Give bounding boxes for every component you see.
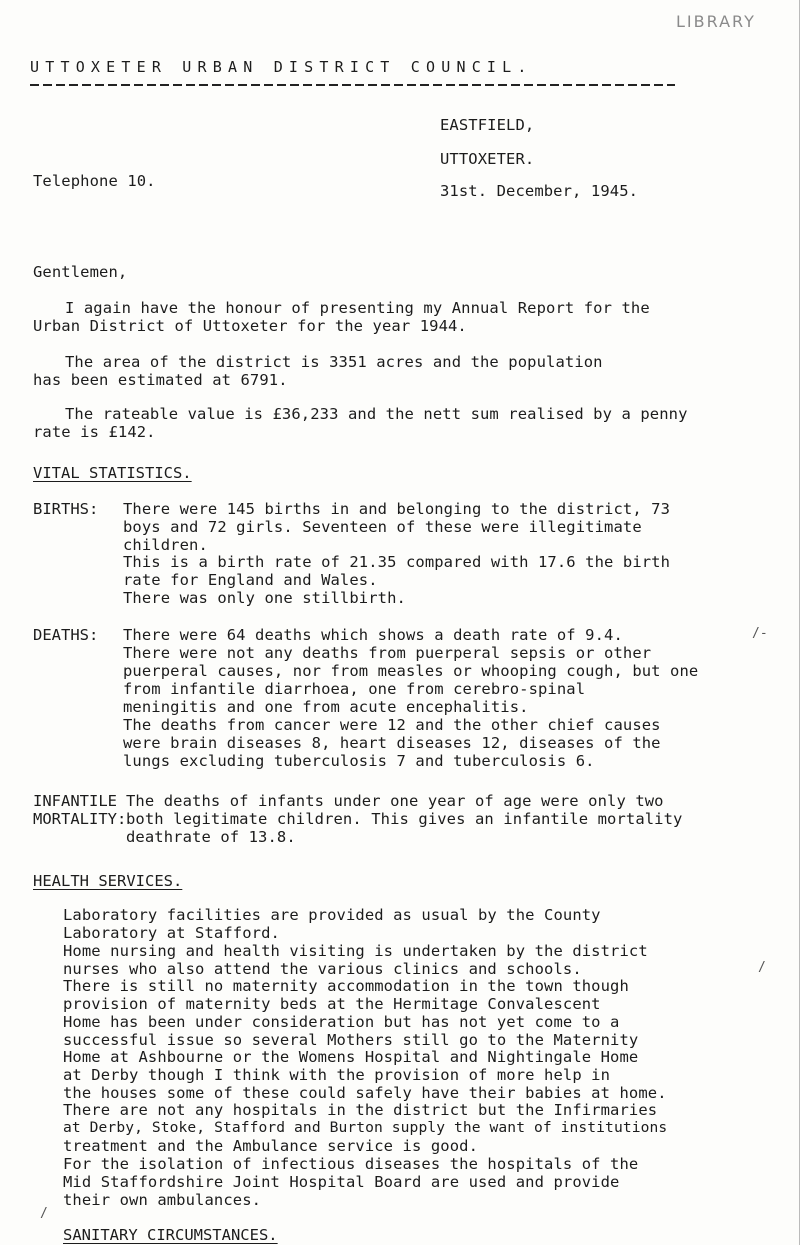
deaths-line: The deaths from cancer were 12 and the other chief causes — [123, 716, 661, 734]
mortality-label: MORTALITY: — [33, 810, 127, 828]
telephone: Telephone 10. — [33, 172, 156, 190]
health-line: There is still no maternity accommodation in the town though — [63, 977, 629, 995]
intro-para-1-line-1: I again have the honour of presenting my Annual Report for the — [65, 299, 650, 317]
births-line: There were 145 births in and belonging to the district, 73 — [123, 500, 671, 518]
health-line: the houses some of these could safely have their babies at home. — [63, 1084, 667, 1102]
births-line: rate for England and Wales. — [123, 571, 378, 589]
births-line: boys and 72 girls. Seventeen of these were illegitimate — [123, 518, 642, 536]
margin-mark: / — [758, 960, 766, 975]
health-line: Laboratory at Stafford. — [63, 924, 280, 942]
health-line: Home nursing and health visiting is undertaken by the district — [63, 942, 648, 960]
infant-line: deathrate of 13.8. — [126, 828, 296, 846]
intro-para-1-line-2: Urban District of Uttoxeter for the year 1944. — [33, 317, 467, 335]
council-title: UTTOXETER URBAN DISTRICT COUNCIL. — [30, 58, 533, 76]
infantile-label: INFANTILE — [33, 792, 117, 810]
health-line: provision of maternity beds at the Hermitage Convalescent — [63, 995, 601, 1013]
health-line: at Derby, Stoke, Stafford and Burton supply the want of institutions — [63, 1119, 668, 1136]
infant-line: The deaths of infants under one year of age were only two — [126, 792, 664, 810]
sanitary-heading: SANITARY CIRCUMSTANCES. — [63, 1226, 278, 1244]
health-line: For the isolation of infectious diseases the hospitals of the — [63, 1155, 639, 1173]
health-line: There are not any hospitals in the district but the Infirmaries — [63, 1101, 658, 1119]
births-label: BIRTHS: — [33, 500, 99, 518]
health-services-heading: HEALTH SERVICES. — [33, 872, 183, 890]
deaths-line: lungs excluding tuberculosis 7 and tuberculosis 6. — [123, 752, 595, 770]
letter-date: 31st. December, 1945. — [440, 182, 639, 200]
address-line-2: UTTOXETER. — [440, 150, 535, 168]
health-line: nurses who also attend the various clinics and schools. — [63, 960, 582, 978]
deaths-line: from infantile diarrhoea, one from cerebro-spinal — [123, 680, 586, 698]
health-line: successful issue so several Mothers still go to the Maternity — [63, 1031, 639, 1049]
intro-para-3-line-2: rate is £142. — [33, 423, 156, 441]
deaths-line: There were 64 deaths which shows a death rate of 9.4. — [123, 626, 623, 644]
deaths-line: meningitis and one from acute encephalitis. — [123, 698, 529, 716]
deaths-line: There were not any deaths from puerperal sepsis or other — [123, 644, 652, 662]
library-stamp: LIBRARY — [676, 12, 756, 31]
health-line: Laboratory facilities are provided as usual by the County — [63, 906, 601, 924]
births-line: There was only one stillbirth. — [123, 589, 406, 607]
health-line: Mid Staffordshire Joint Hospital Board are used and provide — [63, 1173, 620, 1191]
intro-para-3-line-1: The rateable value is £36,233 and the nett sum realised by a penny — [65, 405, 688, 423]
address-line-1: EASTFIELD, — [440, 116, 535, 134]
health-line: Home at Ashbourne or the Womens Hospital and Nightingale Home — [63, 1048, 639, 1066]
infant-line: both legitimate children. This gives an infantile mortality — [126, 810, 683, 828]
margin-mark: /- — [752, 626, 768, 641]
health-line: their own ambulances. — [63, 1191, 262, 1209]
health-line: treatment and the Ambulance service is good. — [63, 1137, 478, 1155]
salutation: Gentlemen, — [33, 263, 128, 281]
deaths-label: DEATHS: — [33, 626, 99, 644]
intro-para-2-line-1: The area of the district is 3351 acres and the population — [65, 353, 603, 371]
deaths-line: puerperal causes, nor from measles or whooping cough, but one — [123, 662, 699, 680]
births-line: children. — [123, 536, 208, 554]
margin-mark: / — [40, 1206, 48, 1221]
intro-para-2-line-2: has been estimated at 6791. — [33, 371, 288, 389]
vital-statistics-heading: VITAL STATISTICS. — [33, 464, 192, 482]
health-line: at Derby though I think with the provision of more help in — [63, 1066, 611, 1084]
health-line: Home has been under consideration but has not yet come to a — [63, 1013, 620, 1031]
title-underline — [30, 84, 675, 86]
deaths-line: were brain diseases 8, heart diseases 12, diseases of the — [123, 734, 661, 752]
births-line: This is a birth rate of 21.35 compared with 17.6 the birth — [123, 553, 671, 571]
